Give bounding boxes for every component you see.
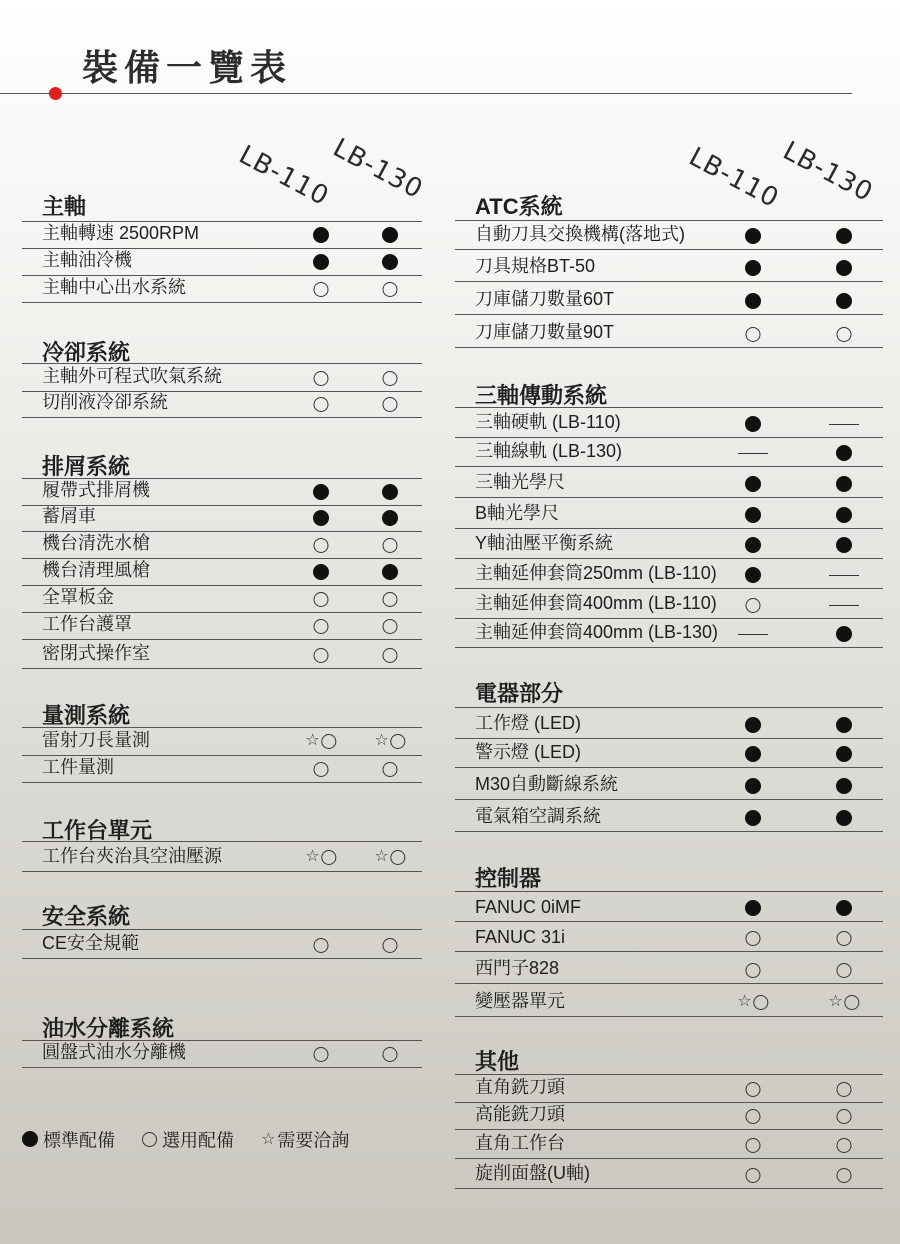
- availability-mark-b: [828, 990, 859, 1013]
- section-title: 電器部分: [475, 681, 564, 706]
- row-label: 自動刀具交換機構(落地式): [475, 224, 685, 244]
- open-circle-icon: [314, 938, 329, 953]
- open-circle-icon: [314, 282, 329, 297]
- availability-mark-b: [829, 412, 859, 434]
- filled-dot-icon: [836, 900, 852, 916]
- availability-mark-a: [305, 729, 336, 752]
- availability-mark-a: [314, 366, 329, 388]
- open-circle-icon: [837, 327, 852, 342]
- right-section: [455, 379, 883, 642]
- filled-dot-icon: [836, 293, 852, 309]
- availability-mark-b: [383, 366, 398, 388]
- section-title: 控制器: [475, 866, 542, 891]
- filled-dot-icon: [745, 476, 761, 492]
- row-label: 主軸延伸套筒400mm (LB-130): [475, 622, 719, 642]
- section-title: 工作台單元: [42, 818, 153, 843]
- open-circle-icon: [314, 538, 329, 553]
- table-row: [455, 437, 883, 467]
- filled-dot-icon: [836, 717, 852, 733]
- row-label: 刀庫儲刀數量60T: [475, 289, 615, 309]
- left-section: [22, 900, 422, 953]
- availability-mark-a: [314, 392, 329, 414]
- row-label: FANUC 31i: [475, 927, 566, 947]
- row-label: 工作台護罩: [42, 614, 132, 634]
- row-label: 雷射刀長量測: [42, 730, 150, 750]
- availability-mark-b: [837, 1163, 852, 1185]
- availability-mark-a: [745, 412, 761, 434]
- row-label: 密閉式操作室: [42, 643, 150, 663]
- open-circle-icon: [383, 648, 398, 663]
- row-label: M30自動斷線系統: [475, 774, 619, 794]
- filled-dot-icon: [745, 746, 761, 762]
- star-icon: ☆: [374, 732, 389, 749]
- table-row: [455, 220, 883, 250]
- filled-dot-icon: [745, 900, 761, 916]
- filled-dot-icon: [836, 445, 852, 461]
- availability-mark-a: [746, 926, 761, 948]
- filled-dot-icon: [382, 484, 398, 500]
- availability-mark-a: [745, 472, 761, 494]
- open-circle-icon: [746, 1138, 761, 1153]
- availability-mark-a: [745, 533, 761, 555]
- column-header-left-a: LB-110: [233, 140, 334, 213]
- availability-mark-b: [836, 896, 852, 918]
- open-circle-icon: [837, 1168, 852, 1183]
- open-circle-icon: [383, 938, 398, 953]
- filled-dot-icon: [745, 810, 761, 826]
- filled-dot-icon: [382, 564, 398, 580]
- availability-mark-a: [746, 1133, 761, 1155]
- table-row: [22, 278, 422, 303]
- dash-icon: [738, 634, 768, 635]
- section-title: 油水分離系統: [42, 1016, 175, 1041]
- row-label: 工作台夾治具空油壓源: [42, 846, 222, 866]
- availability-mark-a: [745, 289, 761, 311]
- row-label: 變壓器單元: [475, 991, 565, 1011]
- row-label: 西門子828: [475, 958, 560, 978]
- availability-mark-a: [313, 223, 329, 245]
- row-label: 切削液冷卻系統: [42, 392, 168, 412]
- availability-mark-b: [374, 729, 405, 752]
- table-row: [455, 1102, 883, 1130]
- table-row: [455, 800, 883, 832]
- open-circle-icon: [322, 734, 337, 749]
- filled-dot-icon: [745, 293, 761, 309]
- open-circle-icon: [754, 995, 769, 1010]
- filled-dot-icon: [836, 810, 852, 826]
- availability-mark-a: [746, 1163, 761, 1185]
- availability-mark-b: [382, 506, 398, 528]
- open-circle-icon: [746, 931, 761, 946]
- open-circle-icon: [746, 327, 761, 342]
- table-row: [455, 707, 883, 739]
- availability-mark-b: [836, 806, 852, 828]
- table-row: [455, 768, 883, 800]
- legend-standard: 標準配備: [22, 1128, 120, 1148]
- availability-mark-a: [746, 1104, 761, 1126]
- availability-mark-b: [836, 713, 852, 735]
- table-row: [22, 613, 422, 640]
- filled-dot-icon: [745, 717, 761, 733]
- availability-mark-b: [836, 622, 852, 644]
- row-label: 電氣箱空調系統: [475, 806, 601, 826]
- availability-mark-a: [313, 250, 329, 272]
- filled-dot-icon: [836, 778, 852, 794]
- filled-dot-icon: [745, 567, 761, 583]
- table-row: [455, 589, 883, 619]
- filled-dot-icon: [313, 564, 329, 580]
- left-section: [22, 699, 422, 777]
- availability-mark-b: [836, 224, 852, 246]
- availability-mark-b: [382, 560, 398, 582]
- open-circle-icon: [383, 592, 398, 607]
- availability-mark-a: [314, 533, 329, 555]
- filled-dot-icon: [745, 778, 761, 794]
- availability-mark-b: [829, 563, 859, 585]
- open-circle-icon: [383, 619, 398, 634]
- row-label: 主軸延伸套筒250mm (LB-110): [475, 563, 717, 583]
- availability-mark-a: [745, 503, 761, 525]
- star-icon: ☆: [737, 993, 752, 1010]
- table-row: [22, 841, 422, 872]
- table-row: [22, 1040, 422, 1068]
- availability-mark-a: [313, 480, 329, 502]
- column-header-right-b: LB-130: [777, 136, 878, 209]
- availability-mark-b: [836, 289, 852, 311]
- left-section: [22, 814, 422, 866]
- filled-dot-icon: [382, 254, 398, 270]
- table-row: [22, 559, 422, 586]
- availability-mark-b: [383, 614, 398, 636]
- availability-mark-a: [314, 643, 329, 665]
- availability-mark-b: [829, 593, 859, 615]
- open-circle-icon: [391, 850, 406, 865]
- availability-mark-b: [836, 533, 852, 555]
- row-label: 蓄屑車: [42, 506, 96, 526]
- table-row: [455, 952, 883, 984]
- star-icon: ☆: [305, 848, 320, 865]
- dash-icon: [829, 575, 859, 576]
- right-section: [455, 677, 883, 826]
- availability-mark-b: [836, 441, 852, 463]
- table-row: [455, 738, 883, 768]
- row-label: 刀具規格BT-50: [475, 256, 596, 276]
- availability-mark-a: [313, 506, 329, 528]
- filled-dot-icon: [745, 537, 761, 553]
- filled-dot-icon: [836, 260, 852, 276]
- open-circle-icon: [383, 371, 398, 386]
- table-row: [22, 532, 422, 559]
- open-circle-icon: [746, 598, 761, 613]
- availability-mark-b: [837, 1104, 852, 1126]
- open-circle-icon: [314, 592, 329, 607]
- filled-dot-icon: [382, 510, 398, 526]
- availability-mark-a: [745, 713, 761, 735]
- availability-mark-b: [836, 472, 852, 494]
- availability-mark-b: [837, 1077, 852, 1099]
- column-header-right-a: LB-110: [683, 142, 784, 215]
- row-label: 三軸線軌 (LB-130): [475, 441, 623, 461]
- row-label: 工件量測: [42, 757, 114, 777]
- open-circle-icon: [746, 1082, 761, 1097]
- column-header-left-b: LB-130: [327, 133, 428, 206]
- open-circle-icon: [314, 619, 329, 634]
- availability-mark-a: [745, 563, 761, 585]
- filled-dot-icon: [745, 260, 761, 276]
- star-icon: ☆: [374, 848, 389, 865]
- availability-mark-b: [374, 845, 405, 868]
- table-row: [455, 1130, 883, 1159]
- table-row: [22, 727, 422, 756]
- row-label: 高能銑刀頭: [475, 1104, 565, 1124]
- row-label: 刀庫儲刀數量90T: [475, 322, 615, 342]
- availability-mark-a: [745, 224, 761, 246]
- availability-mark-b: [383, 587, 398, 609]
- section-title: 三軸傳動系統: [475, 383, 608, 408]
- row-label: 工作燈 (LED): [475, 713, 582, 733]
- table-row: [455, 1159, 883, 1189]
- open-circle-icon: [837, 1138, 852, 1153]
- filled-dot-icon: [836, 507, 852, 523]
- availability-mark-b: [383, 643, 398, 665]
- table-row: [455, 1074, 883, 1103]
- section-title: ATC系統: [475, 194, 563, 219]
- availability-mark-a: [313, 560, 329, 582]
- row-label: 全罩板金: [42, 587, 114, 607]
- star-icon: ☆: [305, 732, 320, 749]
- row-label: 機台清理風槍: [42, 560, 150, 580]
- left-section: [22, 190, 422, 297]
- row-label: 警示燈 (LED): [475, 742, 582, 762]
- availability-mark-b: [836, 256, 852, 278]
- section-title: 主軸: [42, 194, 87, 219]
- availability-mark-b: [836, 742, 852, 764]
- table-row: [22, 640, 422, 669]
- star-icon: ☆: [261, 1131, 276, 1148]
- availability-mark-a: [738, 622, 768, 644]
- filled-dot-icon: [836, 626, 852, 642]
- row-label: 圓盤式油水分離機: [42, 1042, 186, 1062]
- open-circle-icon: [383, 1047, 398, 1062]
- open-circle-icon: [391, 734, 406, 749]
- availability-mark-b: [382, 250, 398, 272]
- legend-inquiry: ☆ 需要洽詢: [261, 1130, 350, 1150]
- availability-mark-a: [305, 845, 336, 868]
- availability-mark-a: [738, 441, 768, 463]
- availability-mark-a: [314, 587, 329, 609]
- open-circle-icon: [314, 397, 329, 412]
- dash-icon: [738, 453, 768, 454]
- table-row: [22, 755, 422, 783]
- open-circle-icon: [314, 648, 329, 663]
- section-title: 排屑系統: [42, 454, 131, 479]
- availability-mark-b: [383, 933, 398, 955]
- table-row: [455, 891, 883, 922]
- availability-mark-b: [837, 1133, 852, 1155]
- open-circle-icon: [746, 1109, 761, 1124]
- availability-mark-b: [837, 958, 852, 980]
- table-row: [455, 498, 883, 529]
- availability-mark-a: [745, 774, 761, 796]
- filled-dot-icon: [745, 507, 761, 523]
- open-circle-icon: [746, 1168, 761, 1183]
- filled-dot-icon: [382, 227, 398, 243]
- filled-dot-icon: [313, 510, 329, 526]
- left-section: [22, 336, 422, 412]
- row-label: 主軸中心出水系統: [42, 277, 186, 297]
- availability-mark-b: [836, 503, 852, 525]
- availability-mark-a: [737, 990, 768, 1013]
- left-section: [22, 450, 422, 663]
- section-title: 冷卻系統: [42, 340, 131, 365]
- availability-mark-a: [746, 322, 761, 344]
- row-label: CE安全規範: [42, 933, 140, 953]
- row-label: 主軸油冷機: [42, 250, 132, 270]
- section-title: 安全系統: [42, 904, 131, 929]
- row-label: 旋削面盤(U軸): [475, 1163, 590, 1183]
- right-section: [455, 1045, 883, 1183]
- filled-dot-icon: [745, 416, 761, 432]
- open-circle-icon: [314, 762, 329, 777]
- table-row: [22, 586, 422, 613]
- row-label: 履帶式排屑機: [42, 480, 150, 500]
- open-circle-icon: [383, 397, 398, 412]
- filled-dot-icon: [745, 228, 761, 244]
- filled-dot-icon: [313, 227, 329, 243]
- availability-mark-b: [836, 774, 852, 796]
- filled-dot-icon: [313, 484, 329, 500]
- filled-dot-icon: [836, 476, 852, 492]
- section-title: 其他: [475, 1049, 520, 1074]
- open-circle-icon: [383, 538, 398, 553]
- availability-mark-b: [837, 322, 852, 344]
- availability-mark-a: [314, 1042, 329, 1064]
- availability-mark-b: [382, 223, 398, 245]
- table-row: [455, 282, 883, 315]
- availability-mark-b: [383, 392, 398, 414]
- table-row: [455, 921, 883, 952]
- availability-mark-a: [314, 757, 329, 779]
- left-section: [22, 1012, 422, 1062]
- availability-mark-a: [746, 593, 761, 615]
- availability-mark-b: [383, 277, 398, 299]
- open-circle-icon: [383, 282, 398, 297]
- availability-mark-a: [746, 1077, 761, 1099]
- availability-mark-a: [745, 256, 761, 278]
- legend-optional: 選用配備: [142, 1128, 239, 1148]
- table-row: [455, 559, 883, 589]
- filled-dot-icon: [836, 746, 852, 762]
- right-section: [455, 190, 883, 342]
- availability-mark-a: [746, 958, 761, 980]
- row-label: 主軸外可程式吹氣系統: [42, 366, 222, 386]
- filled-dot-icon: [836, 537, 852, 553]
- open-circle-icon: [837, 1109, 852, 1124]
- row-label: Y軸油壓平衡系統: [475, 533, 614, 553]
- availability-mark-b: [383, 533, 398, 555]
- table-row: [455, 529, 883, 559]
- availability-mark-b: [383, 757, 398, 779]
- row-label: 三軸硬軌 (LB-110): [475, 412, 621, 432]
- availability-mark-a: [745, 742, 761, 764]
- legend: [22, 1126, 371, 1152]
- table-row: [22, 929, 422, 959]
- open-circle-icon: [837, 1082, 852, 1097]
- open-circle-icon: [383, 762, 398, 777]
- open-circle-icon: [837, 931, 852, 946]
- row-label: B軸光學尺: [475, 503, 560, 523]
- open-circle-icon: [837, 963, 852, 978]
- table-row: [455, 407, 883, 438]
- availability-mark-a: [314, 277, 329, 299]
- row-label: 三軸光學尺: [475, 472, 565, 492]
- filled-dot-icon: [836, 228, 852, 244]
- table-row: [22, 391, 422, 418]
- star-icon: ☆: [828, 993, 843, 1010]
- dash-icon: [829, 605, 859, 606]
- title-rule: [0, 93, 852, 94]
- row-label: 機台清洗水槍: [42, 533, 150, 553]
- row-label: 直角銑刀頭: [475, 1077, 565, 1097]
- table-row: [455, 984, 883, 1017]
- filled-dot-icon: [313, 254, 329, 270]
- table-row: [455, 619, 883, 648]
- availability-mark-a: [314, 614, 329, 636]
- open-circle-icon: [845, 995, 860, 1010]
- availability-mark-b: [837, 926, 852, 948]
- table-row: [455, 315, 883, 348]
- availability-mark-b: [383, 1042, 398, 1064]
- dash-icon: [829, 424, 859, 425]
- open-circle-icon: [322, 850, 337, 865]
- table-row: [455, 249, 883, 282]
- row-label: 直角工作台: [475, 1133, 565, 1153]
- title-accent-dot: [49, 87, 62, 100]
- table-row: [22, 505, 422, 532]
- filled-dot-icon: [22, 1131, 38, 1147]
- availability-mark-a: [745, 806, 761, 828]
- row-label: 主軸延伸套筒400mm (LB-110): [475, 593, 717, 613]
- availability-mark-a: [314, 933, 329, 955]
- open-circle-icon: [314, 371, 329, 386]
- row-label: 主軸轉速 2500RPM: [42, 223, 200, 243]
- open-circle-icon: [142, 1132, 157, 1147]
- right-section: [455, 862, 883, 1011]
- table-row: [455, 467, 883, 498]
- row-label: FANUC 0iMF: [475, 897, 582, 917]
- open-circle-icon: [314, 1047, 329, 1062]
- availability-mark-b: [382, 480, 398, 502]
- open-circle-icon: [746, 963, 761, 978]
- page-title: 裝備一覽表: [82, 47, 293, 88]
- table-row: [22, 221, 422, 249]
- section-title: 量測系統: [42, 703, 131, 728]
- availability-mark-a: [745, 896, 761, 918]
